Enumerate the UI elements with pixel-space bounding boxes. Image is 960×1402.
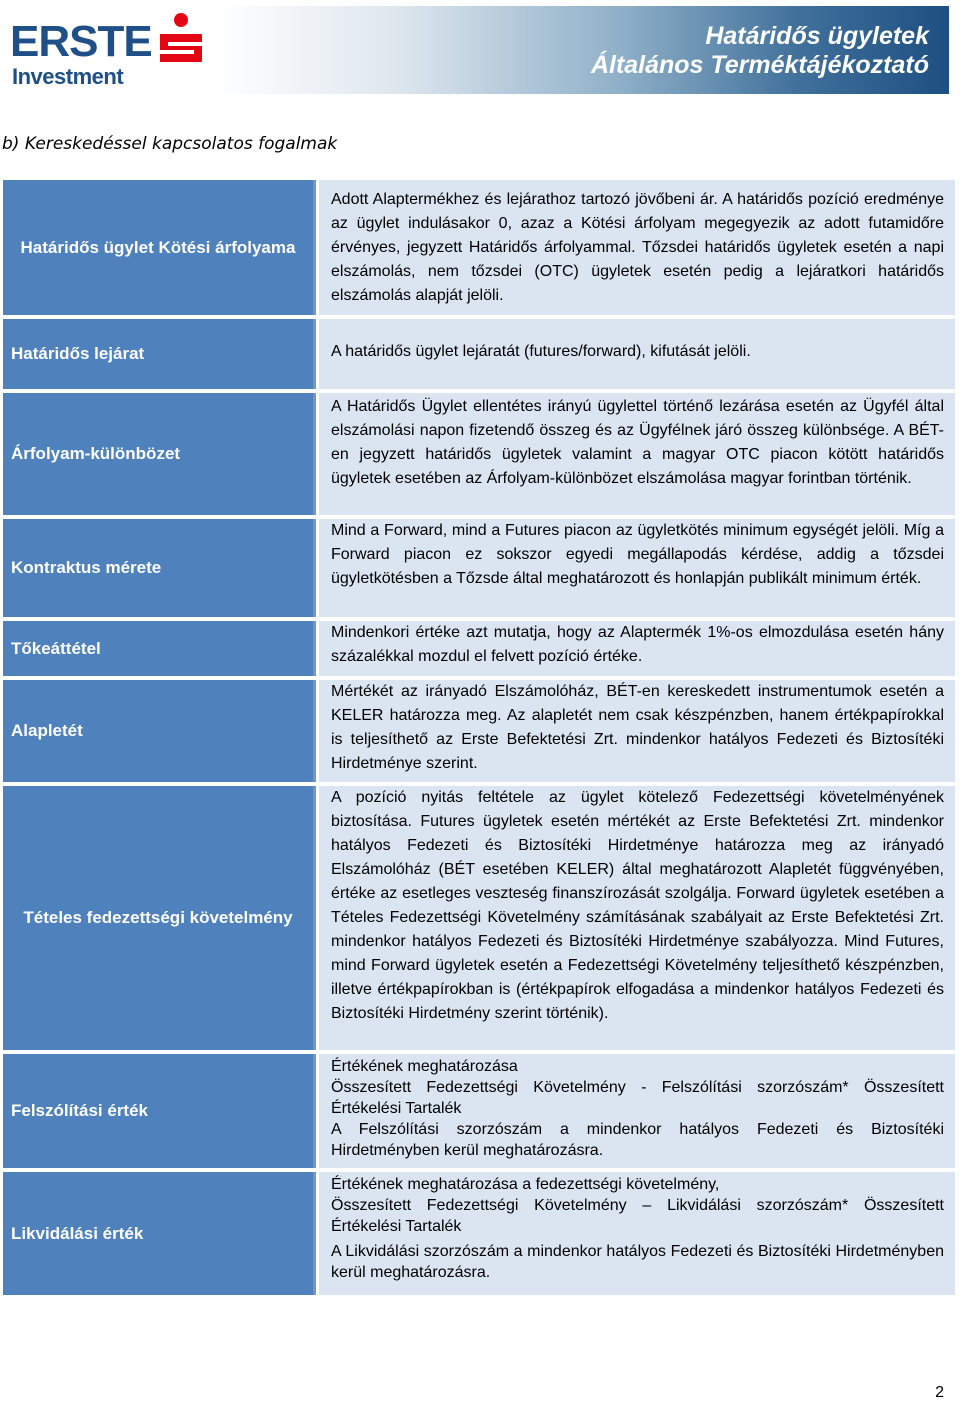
logo-wordmark: ERSTE xyxy=(10,17,152,66)
definition-cell xyxy=(319,1172,955,1295)
document-title xyxy=(591,22,929,80)
definition-paragraph: Mértékét az irányadó Elszámolóház, BÉT-en kereskedett instrumentumok esetén a KELER határozza meg. Az alapletét nem csak készpénzben, hanem értékpapírokkal is teljesíthető az Erste Befektetési Zrt. mindenkor hatályos Fedezeti és Biztosítéki Hirdetménye szerint. xyxy=(331,683,944,772)
erste-investment-logo xyxy=(6,6,216,94)
term-cell: Árfolyam-különbözet xyxy=(3,393,316,515)
table-row xyxy=(0,1172,960,1295)
document-title-line-1: Határidős ügyletek xyxy=(705,22,929,50)
definition-cell xyxy=(319,319,955,389)
table-row xyxy=(0,786,960,1050)
table-row xyxy=(0,319,960,389)
erste-s-logo-icon xyxy=(156,12,206,68)
definition-paragraph: Összesített Fedezettségi Követelmény – Likvidálási szorzószám* Összesített Értékelési Tartalék xyxy=(331,1197,944,1235)
definition-paragraph: Adott Alaptermékhez és lejárathoz tartozó jövőbeni ár. A határidős pozíció eredménye az ügylet indulásakor 0, azaz a Kötési árfolyam megegyezik az adott futamidőre érvényes, jegyzett Határidős árfolyammal. Tőzsdei határidős ügyletek esetén a napi elszámolás, nem tőzsdei (OTC) ügyletek esetén pedig a lejáratkori határidős elszámolás alapját jelöli. xyxy=(331,191,944,304)
table-row xyxy=(0,1054,960,1168)
definition-cell xyxy=(319,680,955,782)
definition-cell xyxy=(319,519,955,617)
definition-paragraph: A pozíció nyitás feltétele az ügylet kötelező Fedezettségi követelményének biztosítása. Futures ügyletek esetén mértékét az Erste Befektetési Zrt. mindenkor hatályos Fedezeti és Biztosítéki Hirdetménye határozza meg az irányadó Elszámolóház (BÉT esetében KELER) által meghatározott Alapletét függvényében, értéke az esetleges veszteség finanszírozását szolgálja. Forward ügyletek esetében a Tételes Fedezettségi Követelmény számításának szabályait az Erste Befektetési Zrt. mindenkor hatályos Fedezeti és Biztosítéki Hirdetménye szabályozza. Mind Futures, mind Forward ügyletek esetén a Fedezettségi Követelmény teljesíthető készpénzben, illetve értékpapírokban is (értékpapírok elfogadása a mindenkor hatályos Fedezeti és Biztosítéki Hirdetmény szerint történik). xyxy=(331,789,944,1022)
definition-paragraph: Értékének meghatározása a fedezettségi követelmény, xyxy=(331,1176,720,1193)
definition-paragraph: A Határidős Ügylet ellentétes irányú ügylettel történő lezárása esetén az Ügyfél által elszámolási napon fizetendő összeg és az Ügyfélnek járó összeg különbsége. A BÉT-en jegyzett határidős ügyletek valamint a magyar OTC piacon kötött határidős ügyletek esetében az Árfolyam-különbözet elszámolása magyar forintban történik. xyxy=(331,398,944,487)
definition-paragraph: A Likvidálási szorzószám a mindenkor hatályos Fedezeti és Biztosítéki Hirdetményben kerül meghatározásra. xyxy=(331,1243,944,1281)
table-row xyxy=(0,519,960,617)
definition-cell xyxy=(319,786,955,1050)
definition-paragraph: Mind a Forward, mind a Futures piacon az ügyletkötés minimum egységét jelöli. Míg a Forward piacon ez sokszor egyedi megállapodás kérdése, addig a tőzsdei ügyletkötésben a Tőzsde által meghatározott és honlapján publikált minimum érték. xyxy=(331,522,944,587)
definition-paragraph: Mindenkori értéke azt mutatja, hogy az Alaptermék 1%-os elmozdulása esetén hány százalékkal mozdul el felvett pozíció értéke. xyxy=(331,624,944,665)
definition-paragraph: A Felszólítási szorzószám a mindenkor hatályos Fedezeti és Biztosítéki Hirdetményben kerül meghatározásra. xyxy=(331,1121,944,1159)
section-title: b) Kereskedéssel kapcsolatos fogalmak xyxy=(2,134,338,154)
term-cell: Határidős ügylet Kötési árfolyama xyxy=(3,180,316,315)
definition-paragraph: Értékének meghatározása xyxy=(331,1058,518,1075)
term-cell: Felszólítási érték xyxy=(3,1054,316,1168)
term-cell: Kontraktus mérete xyxy=(3,519,316,617)
definition-paragraph: Összesített Fedezettségi Követelmény - Felszólítási szorzószám* Összesített Értékelési Tartalék xyxy=(331,1079,944,1117)
definition-cell xyxy=(319,621,955,676)
table-row xyxy=(0,393,960,515)
term-cell: Tőkeáttétel xyxy=(3,621,316,676)
term-cell: Alapletét xyxy=(3,680,316,782)
term-cell: Határidős lejárat xyxy=(3,319,316,389)
page-number: 2 xyxy=(935,1384,944,1401)
header-banner xyxy=(216,6,949,94)
page-header xyxy=(0,0,960,98)
document-title-line-2: Általános Terméktájékoztató xyxy=(590,51,929,79)
table-row xyxy=(0,680,960,782)
logo-subtitle: Investment xyxy=(12,64,124,89)
definition-cell xyxy=(319,1054,955,1168)
definition-cell xyxy=(319,180,955,315)
term-cell: Tételes fedezettségi követelmény xyxy=(3,786,316,1050)
table-row xyxy=(0,180,960,315)
term-cell: Likvidálási érték xyxy=(3,1172,316,1295)
definition-cell xyxy=(319,393,955,515)
definition-paragraph: A határidős ügylet lejáratát (futures/forward), kifutását jelöli. xyxy=(331,343,751,360)
table-row xyxy=(0,621,960,676)
